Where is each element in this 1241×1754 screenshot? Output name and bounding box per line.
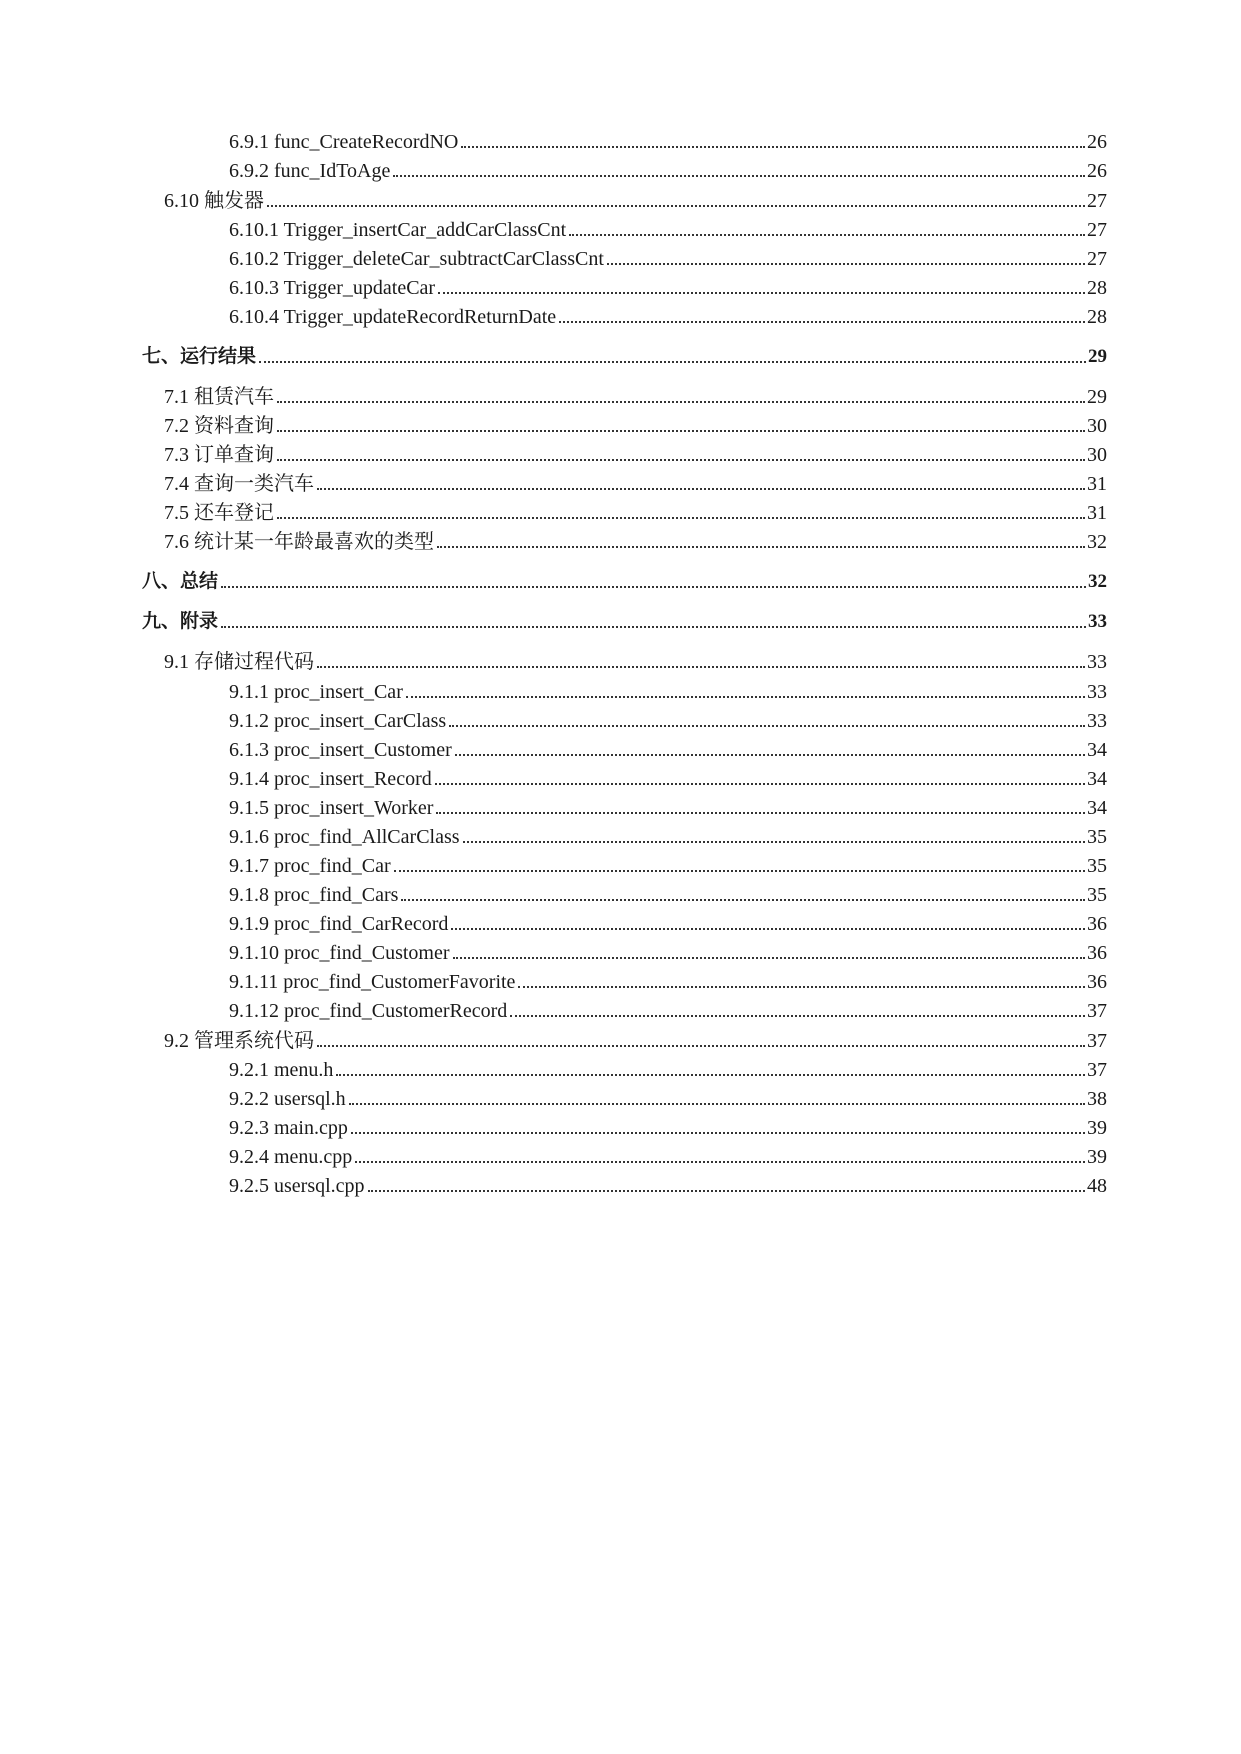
- toc-dot-leader: [406, 696, 1085, 698]
- toc-entry-title: 9.2.1 menu.h: [229, 1059, 334, 1081]
- toc-dot-leader: [449, 725, 1085, 727]
- toc-entry-page-number: 34: [1087, 768, 1107, 790]
- toc-entry-title: 八、总结: [142, 571, 219, 592]
- toc-dot-leader: [463, 841, 1085, 843]
- toc-entry-page-number: 33: [1087, 651, 1107, 673]
- toc-entry[interactable]: [229, 126, 1107, 154]
- toc-entry-page-number: 33: [1087, 681, 1107, 703]
- toc-entry-title: 9.1.5 proc_insert_Worker: [229, 797, 434, 819]
- toc-dot-leader: [437, 546, 1085, 548]
- toc-entry-page-number: 28: [1087, 277, 1107, 299]
- toc-entry-page-number: 29: [1088, 346, 1107, 367]
- toc-entry-page-number: 33: [1088, 611, 1107, 632]
- toc-entry-title: 9.1.10 proc_find_Customer: [229, 942, 450, 964]
- toc-entry-title: 9.2.2 usersql.h: [229, 1088, 346, 1110]
- toc-dot-leader: [351, 1132, 1085, 1134]
- toc-entry-title: 6.10 触发器: [164, 190, 264, 212]
- toc-entry[interactable]: [229, 792, 1107, 820]
- toc-entry-page-number: 30: [1087, 415, 1107, 437]
- toc-dot-leader: [317, 1045, 1085, 1047]
- toc-dot-leader: [277, 517, 1085, 519]
- toc-dot-leader: [259, 361, 1086, 363]
- toc-entry-title: 七、运行结果: [142, 346, 257, 367]
- toc-dot-leader: [436, 812, 1085, 814]
- toc-dot-leader: [401, 899, 1085, 901]
- toc-entry[interactable]: [229, 850, 1107, 878]
- toc-entry[interactable]: [229, 214, 1107, 242]
- toc-entry-title: 九、附录: [142, 611, 219, 632]
- toc-dot-leader: [221, 626, 1086, 628]
- toc-entry-title: 9.1.1 proc_insert_Car: [229, 681, 403, 703]
- toc-dot-leader: [518, 986, 1085, 988]
- toc-entry[interactable]: [229, 272, 1107, 300]
- toc-entry-page-number: 27: [1087, 219, 1107, 241]
- toc-entry[interactable]: [229, 1054, 1107, 1082]
- toc-entry-title: 6.9.2 func_IdToAge: [229, 160, 391, 182]
- toc-dot-leader: [277, 401, 1085, 403]
- toc-entry[interactable]: [229, 1083, 1107, 1111]
- toc-entry-page-number: 30: [1087, 444, 1107, 466]
- toc-entry-title: 7.3 订单查询: [164, 444, 274, 466]
- toc-entry[interactable]: [164, 497, 1107, 525]
- toc-dot-leader: [461, 146, 1085, 148]
- toc-entry-page-number: 32: [1088, 571, 1107, 592]
- toc-entry-page-number: 37: [1087, 1059, 1107, 1081]
- toc-entry-page-number: 28: [1087, 306, 1107, 328]
- toc-dot-leader: [453, 957, 1085, 959]
- toc-entry[interactable]: [164, 381, 1107, 409]
- toc-dot-leader: [267, 205, 1085, 207]
- toc-entry[interactable]: [229, 821, 1107, 849]
- toc-dot-leader: [438, 292, 1085, 294]
- toc-entry-page-number: 35: [1087, 826, 1107, 848]
- toc-entry-page-number: 32: [1087, 531, 1107, 553]
- toc-entry[interactable]: [229, 763, 1107, 791]
- toc-entry[interactable]: [229, 243, 1107, 271]
- toc-entry-page-number: 33: [1087, 710, 1107, 732]
- toc-entry-page-number: 36: [1087, 942, 1107, 964]
- toc-entry[interactable]: [164, 185, 1107, 213]
- toc-entry-page-number: 36: [1087, 971, 1107, 993]
- toc-dot-leader: [277, 430, 1085, 432]
- toc-entry-title: 6.10.1 Trigger_insertCar_addCarClassCnt: [229, 219, 567, 241]
- toc-dot-leader: [394, 870, 1085, 872]
- toc-entry-title: 6.9.1 func_CreateRecordNO: [229, 131, 459, 153]
- toc-dot-leader: [336, 1074, 1085, 1076]
- toc-entry-page-number: 36: [1087, 913, 1107, 935]
- toc-entry-title: 9.1.12 proc_find_CustomerRecord: [229, 1000, 508, 1022]
- toc-dot-leader: [510, 1015, 1085, 1017]
- toc-entry-page-number: 27: [1087, 248, 1107, 270]
- toc-dot-leader: [317, 488, 1085, 490]
- toc-entry-title: 7.5 还车登记: [164, 502, 274, 524]
- toc-entry-title: 6.10.3 Trigger_updateCar: [229, 277, 436, 299]
- toc-entry-page-number: 34: [1087, 739, 1107, 761]
- toc-entry-page-number: 37: [1087, 1030, 1107, 1052]
- toc-dot-leader: [607, 263, 1085, 265]
- toc-entry-page-number: 39: [1087, 1117, 1107, 1139]
- toc-entry[interactable]: [229, 155, 1107, 183]
- toc-dot-leader: [451, 928, 1085, 930]
- toc-entry-title: 9.2.3 main.cpp: [229, 1117, 348, 1139]
- toc-entry-page-number: 31: [1087, 473, 1107, 495]
- toc-entry[interactable]: [229, 879, 1107, 907]
- toc-entry[interactable]: [142, 566, 1107, 594]
- toc-entry-page-number: 27: [1087, 190, 1107, 212]
- toc-entry[interactable]: [229, 908, 1107, 936]
- toc-entry[interactable]: [229, 937, 1107, 965]
- toc-entry-title: 7.2 资料查询: [164, 415, 274, 437]
- toc-entry[interactable]: [229, 301, 1107, 329]
- toc-entry[interactable]: [229, 734, 1107, 762]
- toc-entry[interactable]: [164, 410, 1107, 438]
- toc-entry-title: 9.1.6 proc_find_AllCarClass: [229, 826, 460, 848]
- toc-entry[interactable]: [229, 966, 1107, 994]
- toc-dot-leader: [317, 666, 1085, 668]
- toc-entry-page-number: 38: [1087, 1088, 1107, 1110]
- toc-entry[interactable]: [229, 1112, 1107, 1140]
- toc-entry-page-number: 29: [1087, 386, 1107, 408]
- toc-dot-leader: [435, 783, 1085, 785]
- toc-entry-title: 9.1.8 proc_find_Cars: [229, 884, 399, 906]
- toc-entry-page-number: 34: [1087, 797, 1107, 819]
- toc-entry[interactable]: [164, 439, 1107, 467]
- toc-entry-title: 9.2 管理系统代码: [164, 1030, 314, 1052]
- toc-entry-title: 6.1.3 proc_insert_Customer: [229, 739, 452, 761]
- toc-dot-leader: [349, 1103, 1085, 1105]
- toc-entry-page-number: 35: [1087, 884, 1107, 906]
- toc-dot-leader: [221, 586, 1086, 588]
- toc-dot-leader: [559, 321, 1085, 323]
- toc-entry-page-number: 31: [1087, 502, 1107, 524]
- toc-entry-title: 9.1.7 proc_find_Car: [229, 855, 391, 877]
- toc-entry-title: 9.1.11 proc_find_CustomerFavorite: [229, 971, 516, 993]
- toc-entry[interactable]: [164, 646, 1107, 674]
- toc-entry[interactable]: [164, 526, 1107, 554]
- toc-entry-title: 7.6 统计某一年龄最喜欢的类型: [164, 531, 434, 553]
- toc-entry-title: 9.2.4 menu.cpp: [229, 1146, 353, 1168]
- toc-entry[interactable]: [164, 468, 1107, 496]
- toc-entry-title: 6.10.4 Trigger_updateRecordReturnDate: [229, 306, 557, 328]
- toc-entry[interactable]: [229, 676, 1107, 704]
- toc-entry[interactable]: [229, 705, 1107, 733]
- toc-entry-page-number: 26: [1087, 160, 1107, 182]
- toc-dot-leader: [355, 1161, 1085, 1163]
- toc-entry-page-number: 37: [1087, 1000, 1107, 1022]
- toc-entry-title: 6.10.2 Trigger_deleteCar_subtractCarClassCnt: [229, 248, 604, 270]
- toc-dot-leader: [569, 234, 1085, 236]
- toc-entry-title: 7.1 租赁汽车: [164, 386, 274, 408]
- toc-entry-page-number: 35: [1087, 855, 1107, 877]
- toc-entry-title: 9.1.9 proc_find_CarRecord: [229, 913, 449, 935]
- toc-entry-title: 9.2.5 usersql.cpp: [229, 1175, 365, 1197]
- toc-dot-leader: [455, 754, 1085, 756]
- toc-entry-title: 7.4 查询一类汽车: [164, 473, 314, 495]
- toc-entry-title: 9.1.2 proc_insert_CarClass: [229, 710, 447, 732]
- toc-entry[interactable]: [142, 606, 1107, 634]
- toc-entry-page-number: 26: [1087, 131, 1107, 153]
- toc-entry-title: 9.1 存储过程代码: [164, 651, 314, 673]
- toc-entry[interactable]: [229, 1141, 1107, 1169]
- toc-entry-page-number: 39: [1087, 1146, 1107, 1168]
- toc-dot-leader: [393, 175, 1085, 177]
- toc-dot-leader: [277, 459, 1085, 461]
- toc-entry[interactable]: [164, 1025, 1107, 1053]
- toc-dot-leader: [368, 1190, 1085, 1192]
- toc-entry[interactable]: [229, 1170, 1107, 1198]
- toc-entry-title: 9.1.4 proc_insert_Record: [229, 768, 432, 790]
- toc-entry-page-number: 48: [1087, 1175, 1107, 1197]
- toc-entry[interactable]: [229, 995, 1107, 1023]
- toc-entry[interactable]: [142, 341, 1107, 369]
